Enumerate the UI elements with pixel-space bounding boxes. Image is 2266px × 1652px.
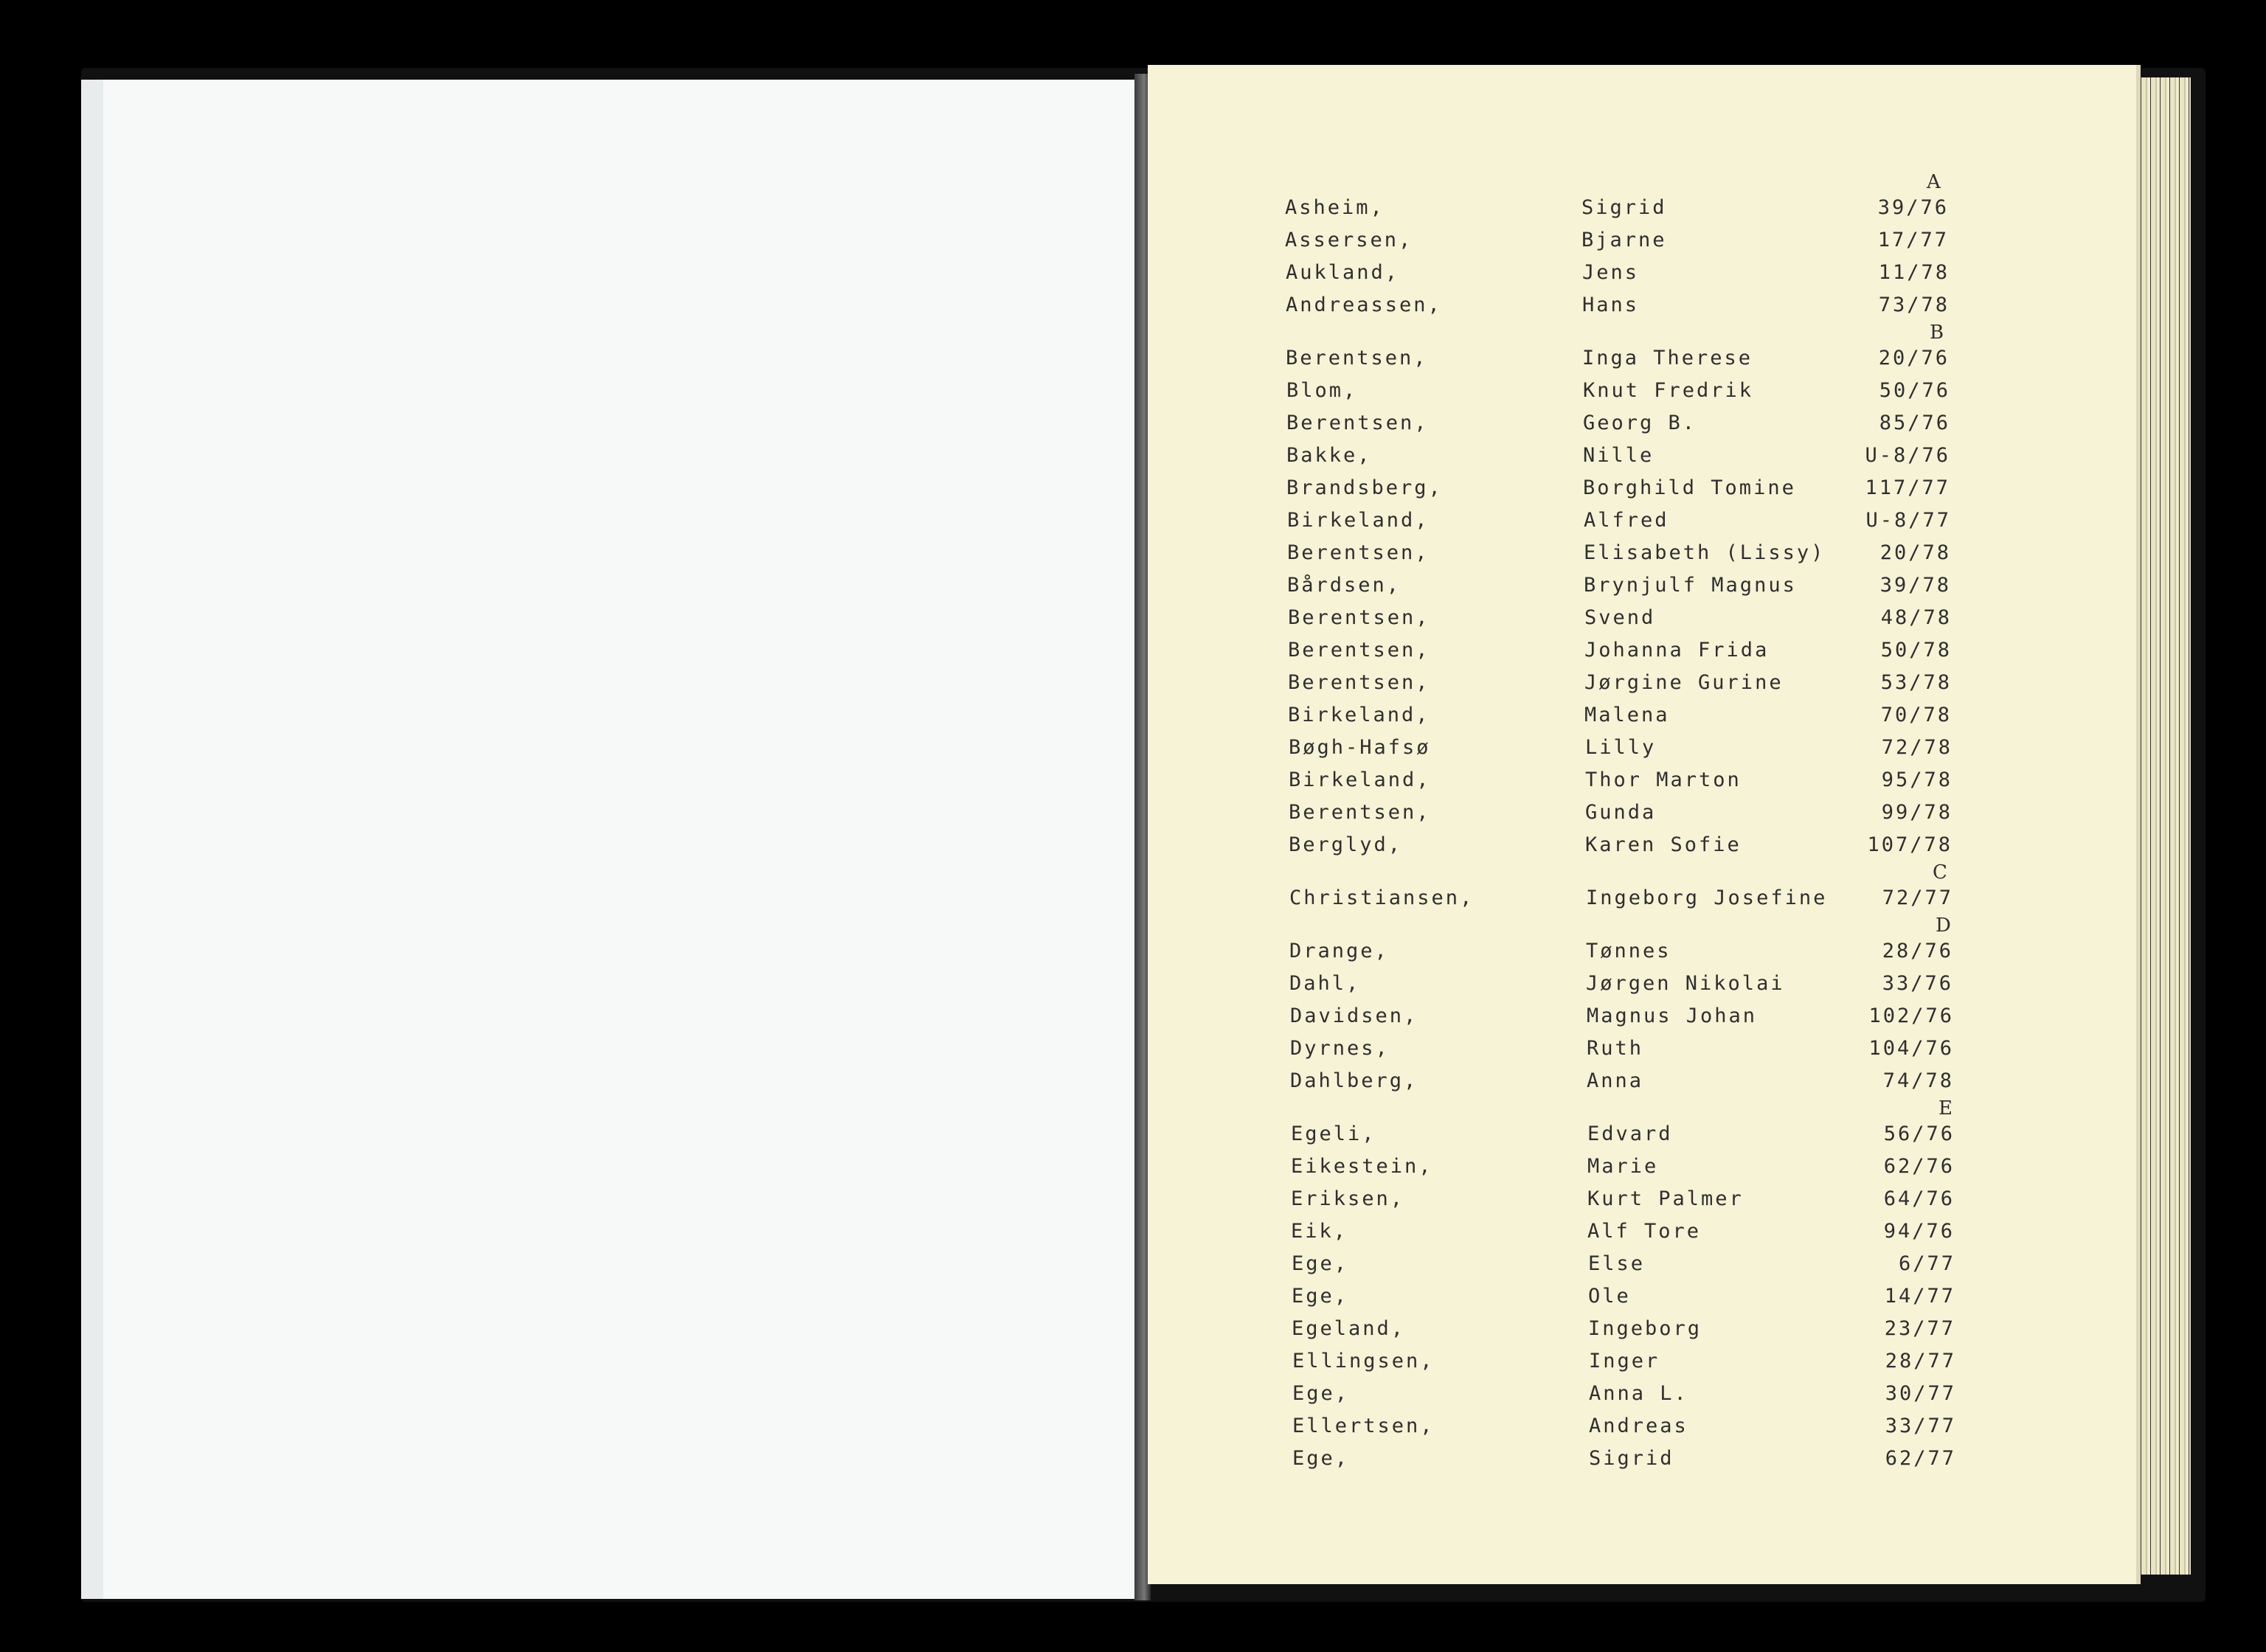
surname: Ege, bbox=[1292, 1382, 1350, 1405]
surname: Bakke, bbox=[1286, 444, 1372, 467]
given-name: Ruth bbox=[1587, 1037, 1644, 1060]
surname: Berentsen, bbox=[1287, 541, 1430, 564]
given-name: Edvard bbox=[1587, 1122, 1673, 1145]
section-letter: D bbox=[1936, 914, 1953, 937]
entry-reference: 33/76 bbox=[1882, 972, 1953, 995]
given-name: Anna L. bbox=[1589, 1382, 1688, 1405]
surname: Egeli, bbox=[1291, 1122, 1376, 1145]
surname: Berentsen, bbox=[1286, 347, 1428, 369]
given-name: Gunda bbox=[1585, 801, 1657, 824]
surname: Ege, bbox=[1292, 1252, 1349, 1275]
entry-reference: 6/77 bbox=[1898, 1252, 1955, 1275]
entry-reference: 39/76 bbox=[1877, 196, 1949, 219]
surname: Andreassen, bbox=[1286, 294, 1442, 316]
surname: Eik, bbox=[1291, 1220, 1348, 1243]
given-name: Jens bbox=[1582, 261, 1640, 284]
given-name: Ole bbox=[1588, 1285, 1631, 1308]
given-name: Inger bbox=[1589, 1350, 1660, 1372]
surname: Ege, bbox=[1292, 1447, 1350, 1470]
given-name: Bjarne bbox=[1581, 229, 1667, 251]
surname: Christiansen, bbox=[1289, 886, 1475, 909]
given-name: Nille bbox=[1583, 444, 1655, 467]
surname: Blom, bbox=[1286, 379, 1358, 402]
given-name: Svend bbox=[1584, 606, 1656, 629]
given-name: Johanna Frida bbox=[1584, 639, 1770, 662]
surname: Bårdsen, bbox=[1287, 574, 1401, 597]
given-name: Anna bbox=[1587, 1069, 1644, 1092]
surname: Dahlberg, bbox=[1290, 1069, 1418, 1092]
given-name: Thor Marton bbox=[1585, 768, 1742, 791]
section-letter: E bbox=[1938, 1097, 1955, 1120]
given-name: Knut Fredrik bbox=[1583, 379, 1754, 402]
given-name: Borghild Tomine bbox=[1583, 476, 1796, 499]
entry-reference: 95/78 bbox=[1881, 768, 1953, 791]
entry-reference: 14/77 bbox=[1884, 1285, 1955, 1308]
surname: Berentsen, bbox=[1288, 639, 1430, 662]
entry-reference: 28/77 bbox=[1885, 1350, 1956, 1372]
given-name: Kurt Palmer bbox=[1587, 1187, 1744, 1210]
entry-reference: 11/78 bbox=[1878, 261, 1950, 284]
given-name: Inga Therese bbox=[1582, 347, 1753, 369]
surname: Drange, bbox=[1289, 940, 1389, 962]
given-name: Sigrid bbox=[1581, 196, 1667, 219]
entry-reference: 70/78 bbox=[1880, 704, 1952, 726]
section-letter: B bbox=[1930, 322, 1947, 344]
given-name: Marie bbox=[1587, 1155, 1659, 1178]
surname: Bøgh-Hafsø bbox=[1289, 736, 1431, 759]
entry-reference: 74/78 bbox=[1882, 1069, 1954, 1092]
entry-reference: 73/78 bbox=[1878, 294, 1950, 316]
surname: Birkeland, bbox=[1288, 704, 1430, 726]
given-name: Magnus Johan bbox=[1587, 1004, 1758, 1027]
given-name: Brynjulf Magnus bbox=[1584, 574, 1797, 597]
entry-reference: 53/78 bbox=[1880, 671, 1952, 694]
surname: Dahl, bbox=[1289, 972, 1361, 995]
entry-reference: 17/77 bbox=[1877, 229, 1949, 251]
given-name: Else bbox=[1588, 1252, 1646, 1275]
surname: Berentsen, bbox=[1286, 412, 1429, 434]
given-name: Ingeborg Josefine bbox=[1586, 886, 1828, 909]
given-name: Elisabeth (Lissy) bbox=[1584, 541, 1826, 564]
page-edges bbox=[2132, 77, 2191, 1575]
given-name: Lilly bbox=[1585, 736, 1657, 759]
surname: Birkeland, bbox=[1287, 509, 1430, 532]
given-name: Jørgine Gurine bbox=[1584, 671, 1784, 694]
entry-reference: U-8/77 bbox=[1865, 509, 1951, 532]
entry-reference: 48/78 bbox=[1880, 606, 1952, 629]
surname: Ellingsen, bbox=[1292, 1350, 1435, 1372]
given-name: Karen Sofie bbox=[1585, 833, 1742, 856]
surname: Berentsen, bbox=[1289, 801, 1431, 824]
name-index bbox=[1148, 65, 2136, 1584]
given-name: Malena bbox=[1584, 704, 1670, 726]
entry-reference: 62/77 bbox=[1885, 1447, 1956, 1470]
given-name: Tønnes bbox=[1586, 940, 1671, 962]
given-name: Sigrid bbox=[1589, 1447, 1674, 1470]
given-name: Georg B. bbox=[1583, 412, 1697, 434]
surname: Aukland, bbox=[1286, 261, 1400, 284]
surname: Assersen, bbox=[1285, 229, 1413, 251]
entry-reference: 50/76 bbox=[1879, 379, 1950, 402]
entry-reference: 33/77 bbox=[1885, 1415, 1956, 1437]
entry-reference: 50/78 bbox=[1880, 639, 1952, 662]
entry-reference: 107/78 bbox=[1867, 833, 1953, 856]
given-name: Hans bbox=[1582, 294, 1640, 316]
entry-reference: 23/77 bbox=[1884, 1317, 1955, 1340]
surname: Ellertsen, bbox=[1292, 1415, 1435, 1437]
given-name: Alf Tore bbox=[1587, 1220, 1702, 1243]
entry-reference: 117/77 bbox=[1865, 476, 1950, 499]
surname: Dyrnes, bbox=[1290, 1037, 1390, 1060]
entry-reference: U-8/76 bbox=[1865, 444, 1950, 467]
entry-reference: 39/78 bbox=[1879, 574, 1951, 597]
entry-reference: 20/78 bbox=[1879, 541, 1951, 564]
entry-reference: 85/76 bbox=[1879, 412, 1950, 434]
entry-reference: 72/78 bbox=[1881, 736, 1953, 759]
entry-reference: 94/76 bbox=[1883, 1220, 1955, 1243]
entry-reference: 28/76 bbox=[1882, 940, 1953, 962]
given-name: Andreas bbox=[1589, 1415, 1688, 1437]
entry-reference: 62/76 bbox=[1883, 1155, 1955, 1178]
entry-reference: 99/78 bbox=[1881, 801, 1953, 824]
entry-reference: 102/76 bbox=[1868, 1004, 1954, 1027]
given-name: Jørgen Nikolai bbox=[1586, 972, 1785, 995]
section-letter: A bbox=[1927, 171, 1943, 193]
entry-reference: 64/76 bbox=[1883, 1187, 1955, 1210]
surname: Birkeland, bbox=[1289, 768, 1431, 791]
surname: Egeland, bbox=[1292, 1317, 1406, 1340]
index-page bbox=[1148, 65, 2136, 1584]
surname: Berentsen, bbox=[1288, 606, 1430, 629]
surname: Ege, bbox=[1292, 1285, 1349, 1308]
surname: Brandsberg, bbox=[1286, 476, 1443, 499]
entry-reference: 20/76 bbox=[1878, 347, 1950, 369]
surname: Davidsen, bbox=[1290, 1004, 1418, 1027]
section-letter: C bbox=[1933, 861, 1950, 884]
surname: Asheim, bbox=[1285, 196, 1385, 219]
surname: Berentsen, bbox=[1288, 671, 1430, 694]
left-page-blank bbox=[103, 80, 1136, 1599]
entry-reference: 104/76 bbox=[1868, 1037, 1954, 1060]
surname: Eriksen, bbox=[1291, 1187, 1405, 1210]
surname: Berglyd, bbox=[1289, 833, 1403, 856]
given-name: Alfred bbox=[1584, 509, 1669, 532]
surname: Eikestein, bbox=[1291, 1155, 1433, 1178]
entry-reference: 72/77 bbox=[1882, 886, 1953, 909]
entry-reference: 56/76 bbox=[1883, 1122, 1955, 1145]
given-name: Ingeborg bbox=[1588, 1317, 1702, 1340]
entry-reference: 30/77 bbox=[1885, 1382, 1956, 1405]
